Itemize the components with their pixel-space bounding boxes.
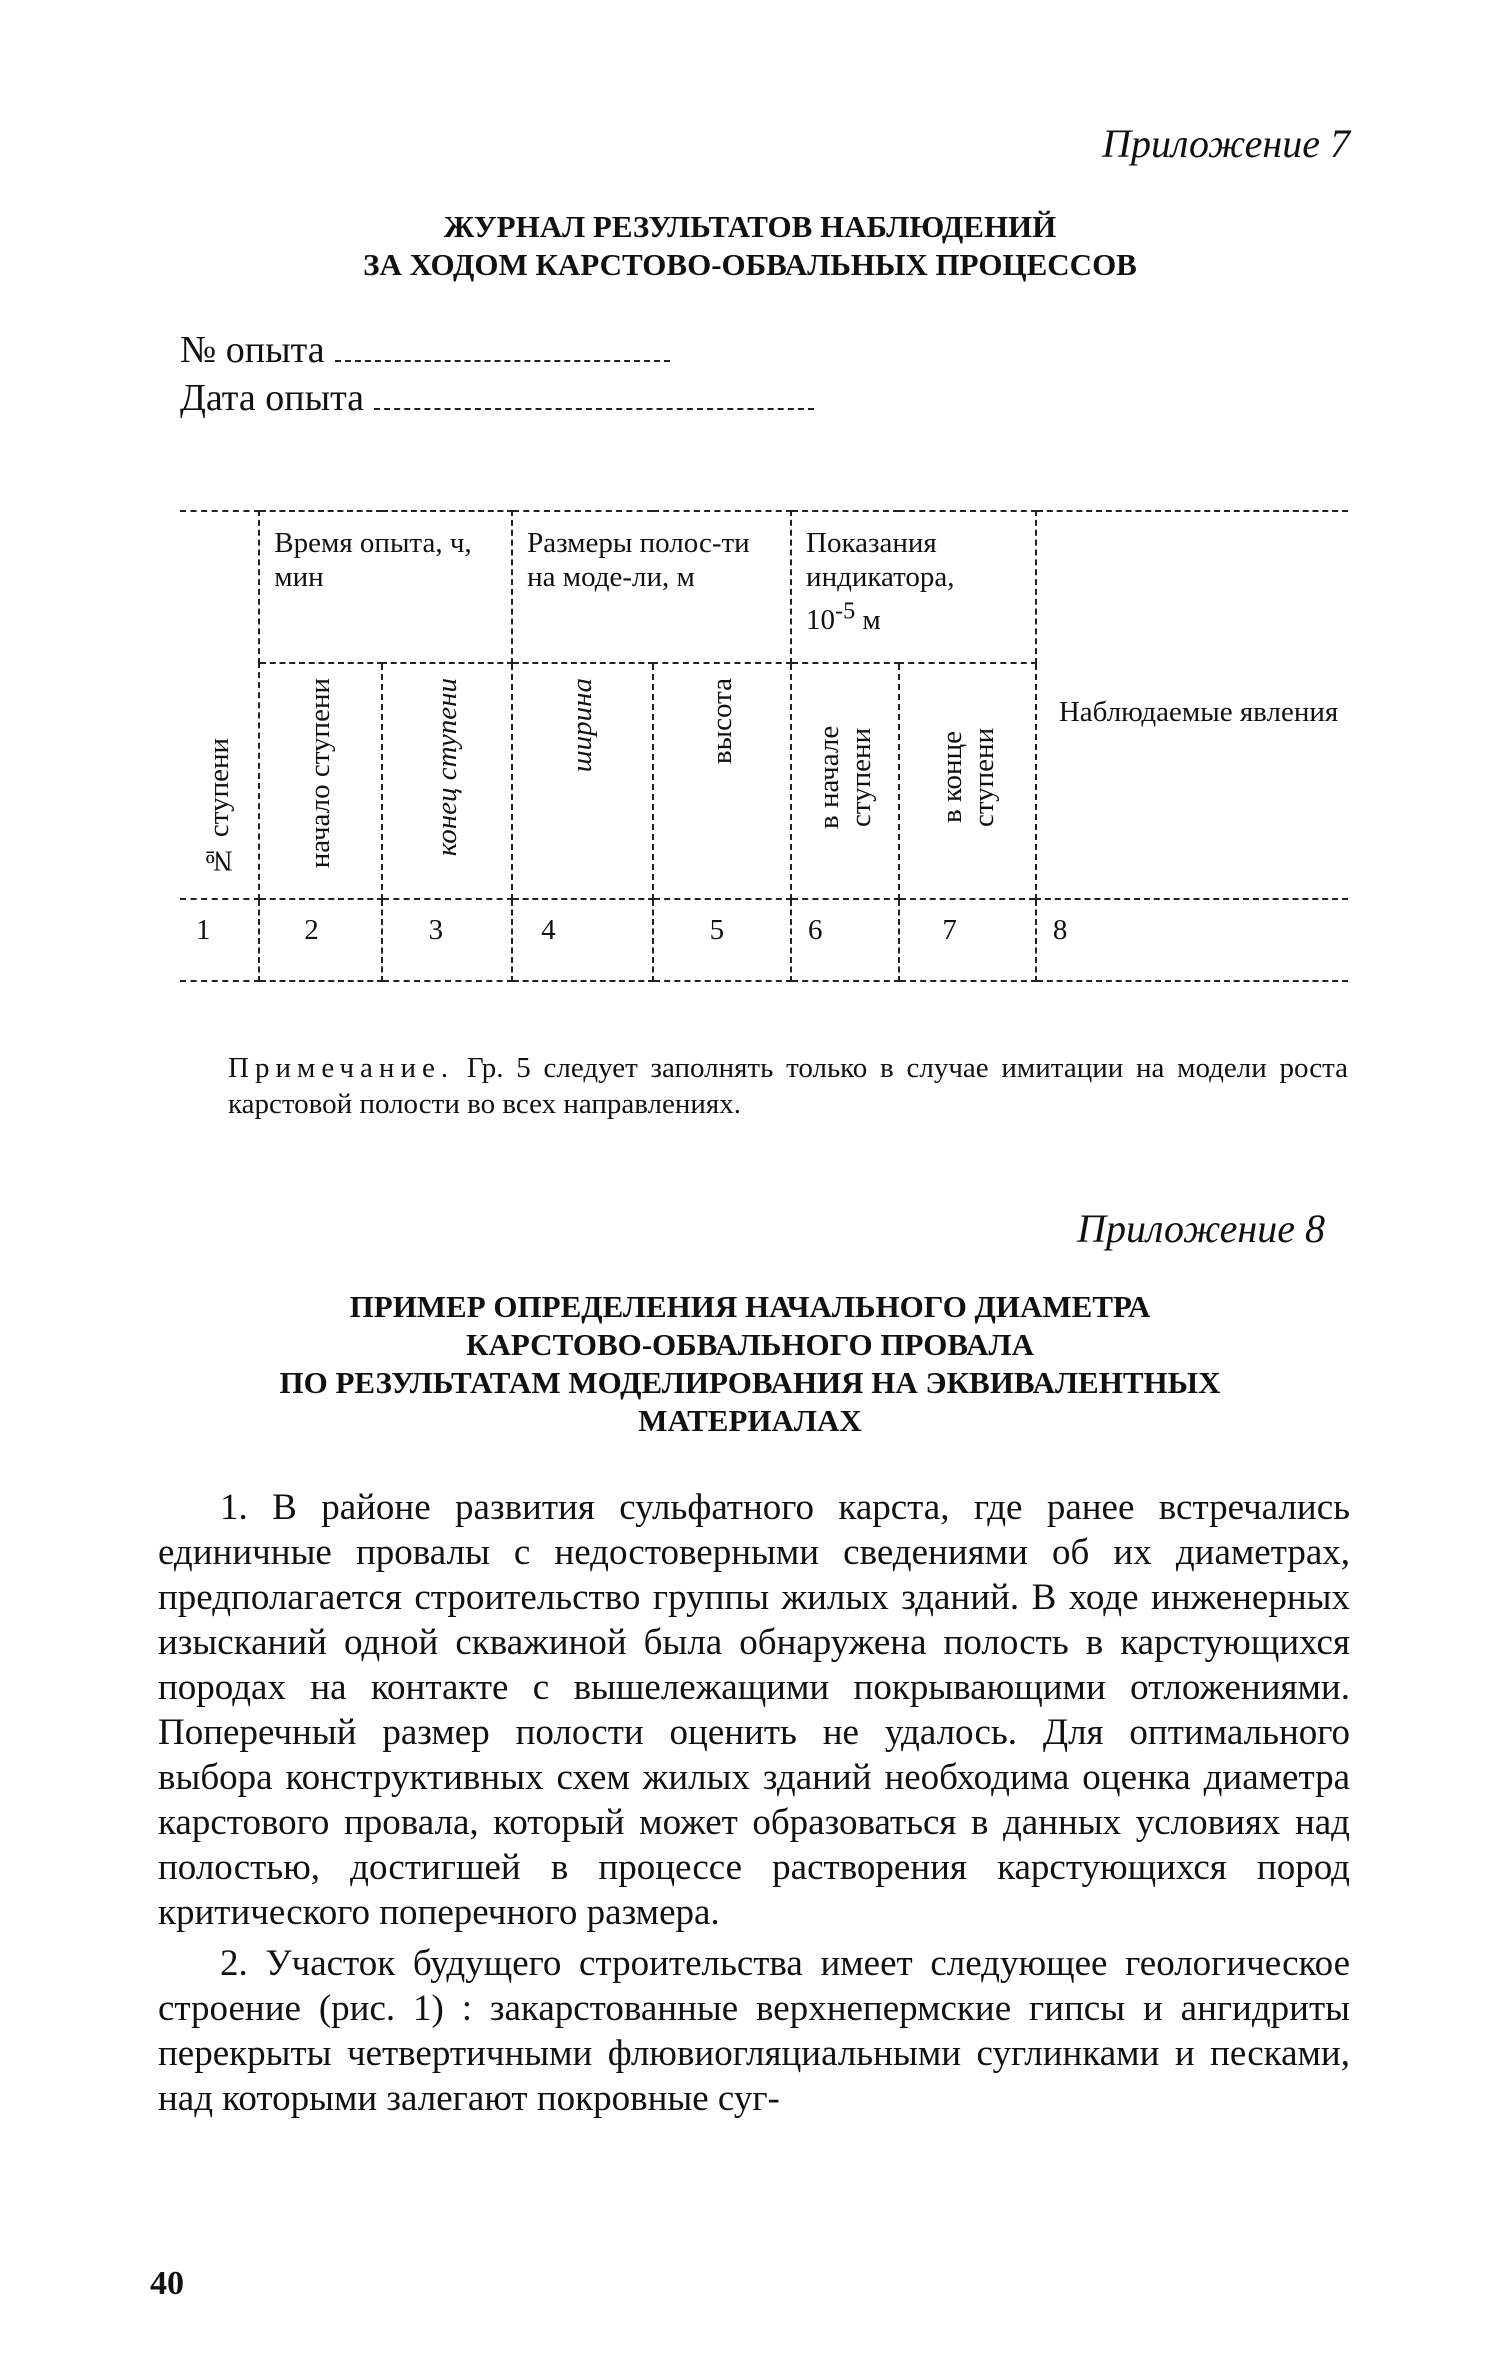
experiment-date-blank[interactable]	[374, 408, 814, 410]
appendix-8-label: Приложение 8	[1077, 1206, 1325, 1251]
sub-width-header: ширина	[512, 663, 652, 899]
experiment-number-label: № опыта	[180, 329, 325, 371]
column-number: 7	[899, 899, 1035, 981]
title-line: ПО РЕЗУЛЬТАТАМ МОДЕЛИРОВАНИЯ НА ЭКВИВАЛЕНТНЫХ	[279, 1365, 1221, 1400]
group-indicator-header: Показания индикатора, $10^{-5}$ м	[791, 511, 1036, 663]
column-number: 4	[512, 899, 652, 981]
group-time-header: Время опыта, ч, мин	[259, 511, 512, 663]
appendix-8-body	[158, 1485, 1350, 2121]
sub-height-header: высота	[653, 663, 791, 899]
appendix-7-label: Приложение 7	[1102, 121, 1350, 166]
title-line: КАРСТОВО-ОБВАЛЬНОГО ПРОВАЛА	[466, 1327, 1034, 1362]
sub-indicator-start-header: в начале ступени	[791, 663, 899, 899]
col-observed-header: Наблюдаемые явления	[1036, 511, 1348, 899]
column-number: 8	[1036, 899, 1348, 981]
appendix-7-title	[150, 208, 1350, 284]
note-text: Гр. 5 следует заполнять только в случае имитации на модели роста карстовой полости во всех направлениях.	[228, 1052, 1349, 1120]
column-numbers-row	[180, 899, 1348, 981]
table-note	[228, 1050, 1348, 1122]
appendix-8-title	[150, 1288, 1350, 1440]
journal-table	[180, 510, 1348, 982]
group-size-header: Размеры полос-ти на моде-ли, м	[512, 511, 791, 663]
indicator-unit: $10^{-5}$ м	[806, 597, 881, 636]
column-number: 5	[653, 899, 791, 981]
title-line: МАТЕРИАЛАХ	[638, 1403, 862, 1438]
page-number: 40	[150, 2265, 184, 2302]
note-label: Примечание.	[228, 1052, 455, 1084]
column-number: 1	[180, 899, 259, 981]
title-line: ПРИМЕР ОПРЕДЕЛЕНИЯ НАЧАЛЬНОГО ДИАМЕТРА	[349, 1289, 1151, 1324]
col-step-header: № ступени	[180, 511, 259, 899]
sub-start-header: начало ступени	[259, 663, 381, 899]
paragraph: 2. Участок будущего строительства имеет следующее геологическое строение (рис. 1) : закарстованные верхнепермские гипсы и ангидриты перекрыты четвертичными флювиогляциальными суглинками и песками, над которыми залегают покровные суг-	[158, 1943, 1350, 2119]
experiment-date-label: Дата опыта	[180, 377, 365, 419]
experiment-number-blank[interactable]	[335, 360, 670, 362]
sub-indicator-end-header: в конце ступени	[899, 663, 1035, 899]
paragraph: 1. В районе развития сульфатного карста, где ранее встречались единичные провалы с недостоверными сведениями об их диаметрах, предполагается строительство группы жилых зданий. В ходе инженерных изысканий одной скважиной была обнаружена полость в карстующихся породах на контакте с вышележащими покрывающими отложениями. Поперечный размер полости оценить не удалось. Для оптимального выбора конструктивных схем жилых зданий необходима оценка диаметра карстового провала, который может образоваться в данных условиях над полостью, достигшей в процессе растворения карстующихся пород критического поперечного размера.	[158, 1487, 1350, 1933]
table-header-row	[180, 511, 1348, 663]
column-number: 2	[259, 899, 381, 981]
experiment-number-line	[180, 328, 670, 372]
column-number: 6	[791, 899, 899, 981]
experiment-date-line	[180, 376, 814, 420]
column-number: 3	[382, 899, 512, 981]
sub-end-header: конец ступени	[382, 663, 512, 899]
title-line: ЗА ХОДОМ КАРСТОВО-ОБВАЛЬНЫХ ПРОЦЕССОВ	[363, 247, 1137, 282]
title-line: ЖУРНАЛ РЕЗУЛЬТАТОВ НАБЛЮДЕНИЙ	[443, 209, 1057, 244]
